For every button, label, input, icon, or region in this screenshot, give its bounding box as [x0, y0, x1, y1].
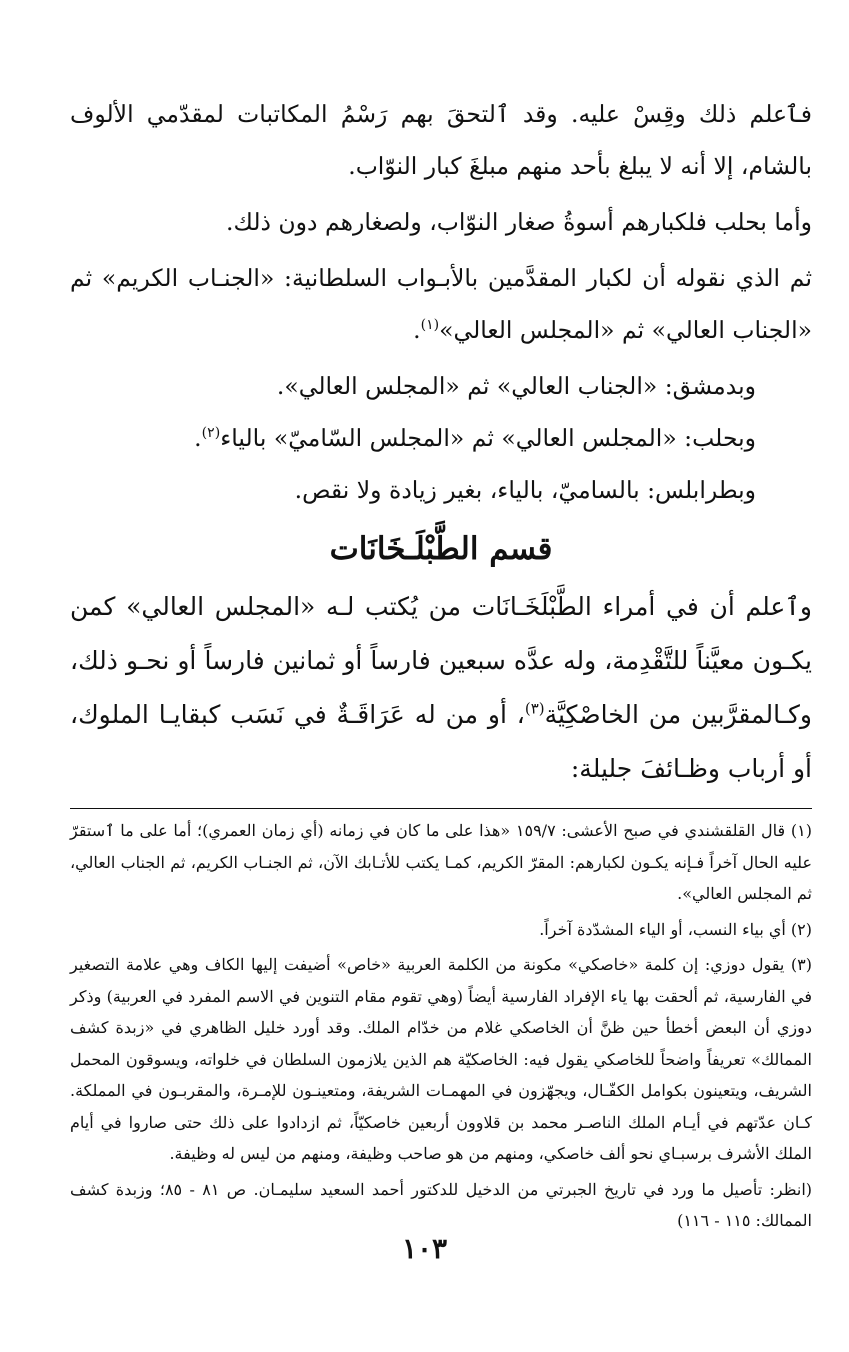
paragraph-7-text-a: وٱعلم أن في أمراء الطَّبْلَخَـانَات من يُكتب لـه «المجلس العالي» كمن يكـون معيَّناً للتَّقْدِمة، وله عدَّه سبعين فارساً أو ثمانين فارساً أو نحـو ذلك، وكـالمقرَّبين من الخاصْكِيَّة	[70, 592, 813, 729]
footnote-divider	[70, 808, 812, 809]
page-number: ١٠٣	[401, 1232, 448, 1265]
main-text	[70, 88, 812, 796]
paragraph-3	[70, 252, 812, 356]
footnote-ref-1[interactable]: (١)	[420, 317, 440, 334]
page-content	[70, 88, 812, 1237]
footnote-3: (٣) يقول دوزي: إن كلمة «خاصكي» مكونة من الكلمة العربية «خاص» أضيفت إليها الكاف وهي علامة التصغير في الفارسية، ثم ألحقت بها ياء الإفراد الفارسية أيضاً (وهي تقوم مقام التنوين في الاسم المفرد في العربية) وذكر دوزي أن البعض أخطأ حين ظنَّ أن الخاصكي غلام من خدّام الملك. وقد أورد خليل الظاهري في «زبدة كشف الممالك» تعريفاً واضحاً للخاصكي يقول فيه: الخاصكيّة هم الذين يلازمون السلطان في خلواته، ويسوقون المحمل الشريف، ويتعينون بكوامل الكفّـال، ويجهّزون في المهمـات الشريفة، ومتعينـون للإمـرة، والمقربـون في المملكة. كـان عدّتهم في أيـام الملك الناصـر محمد بن قلاوون أربعين خاصكيّاً، ثم ازدادوا على ذلك حتى صاروا في أيام الملك الأشرف برسبـاي نحو ألف خاصكي، ومنهم من هو صاحب وظيفة، ومنهم من ليس له وظيفة.	[70, 955, 812, 1163]
footnote-ref-3[interactable]: (٣)	[524, 699, 545, 718]
paragraph-7	[70, 580, 812, 796]
paragraph-3-text: ثم الذي نقوله أن لكبار المقدَّمين بالأبـواب السلطانية: «الجنـاب الكريم» ثم «الجناب العالي» ثم «المجلس العالي»	[70, 264, 812, 344]
footnote-2: (٢) أي بياء النسب، أو الياء المشدّدة آخراً.	[539, 919, 812, 939]
section-title: قسم الطَّبْلَـخَانَات	[329, 531, 553, 567]
footnote-3-reference: (انظر: تأصيل ما ورد في تاريخ الجبرتي من الدخيل للدكتور أحمد السعيد سليمـان. ص ٨١ - ٨٥؛ وزبدة كشف الممالك: ١١٥ - ١١٦)	[70, 1179, 813, 1230]
footnote-ref-2[interactable]: (٢)	[201, 425, 221, 442]
paragraph-5-end: .	[194, 424, 202, 452]
paragraph-1: فٱعلم ذلك وقِسْ عليه. وقد ٱلتحقَ بهم رَسْمُ المكاتبات لمقدّمي الألوف بالشام، إلا أنه لا يبلغ بأحد منهم مبلغَ كبار النوّاب.	[70, 100, 812, 180]
footnotes	[70, 815, 812, 1237]
paragraph-6: وبطرابلس: بالساميّ، بالياء، بغير زيادة ولا نقص.	[294, 476, 756, 504]
paragraph-4: وبدمشق: «الجناب العالي» ثم «المجلس العالي».	[276, 372, 756, 400]
paragraph-3-end: .	[413, 316, 421, 344]
paragraph-7-text-b: ، أو من له عَرَاقَـةٌ في نَسَب كبقايـا الملوك، أو أرباب وظـائفَ جليلة:	[70, 700, 812, 783]
paragraph-5	[70, 412, 812, 464]
footnote-1: (١) قال القلقشندي في صبح الأعشى: ١٥٩/٧ «هذا على ما كان في زمانه (أي زمان العمري)؛ أما على ما ٱستقرّ عليه الحال آخراً فـإنه يكـون لكبارهم: المقرّ الكريم، كمـا يكتب للأتـابك الآن، ثم الجنـاب الكريم، ثم الجناب العالي، ثم المجلس العالي».	[70, 821, 813, 903]
paragraph-5-text: وبحلب: «المجلس العالي» ثم «المجلس السّاميّ» بالياء	[220, 424, 756, 452]
paragraph-2: وأما بحلب فلكبارهم أسوةُ صغار النوّاب، ولصغارهم دون ذلك.	[226, 208, 812, 236]
